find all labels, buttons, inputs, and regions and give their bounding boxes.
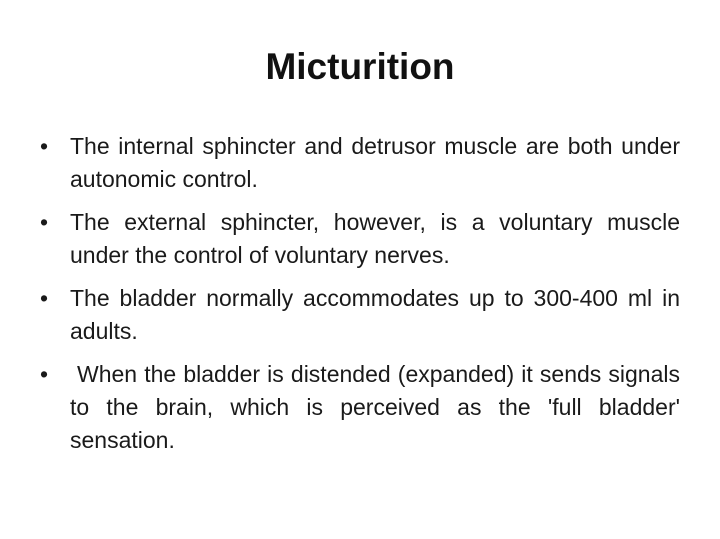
bullet-item (40, 130, 680, 196)
bullet-point-icon: • (40, 133, 49, 159)
bullet-point-icon: • (40, 209, 49, 235)
bullet-point-icon: • (40, 361, 49, 387)
bullet-point-icon: • (40, 285, 49, 311)
bullet-text: When the bladder is distended (expanded) it sends signals to the brain, which is perceived as the 'full bladder' sensation. (70, 361, 680, 453)
bullet-text: The bladder normally accommodates up to 300-400 ml in adults. (70, 285, 680, 344)
bullet-item (40, 206, 680, 272)
bullet-text: The internal sphincter and detrusor muscle are both under autonomic control. (70, 133, 680, 192)
bullet-list (40, 130, 680, 467)
slide-title: Micturition (265, 46, 455, 87)
bullet-item (40, 282, 680, 348)
bullet-text: The external sphincter, however, is a voluntary muscle under the control of voluntary nerves. (70, 209, 680, 268)
bullet-item (40, 358, 680, 457)
